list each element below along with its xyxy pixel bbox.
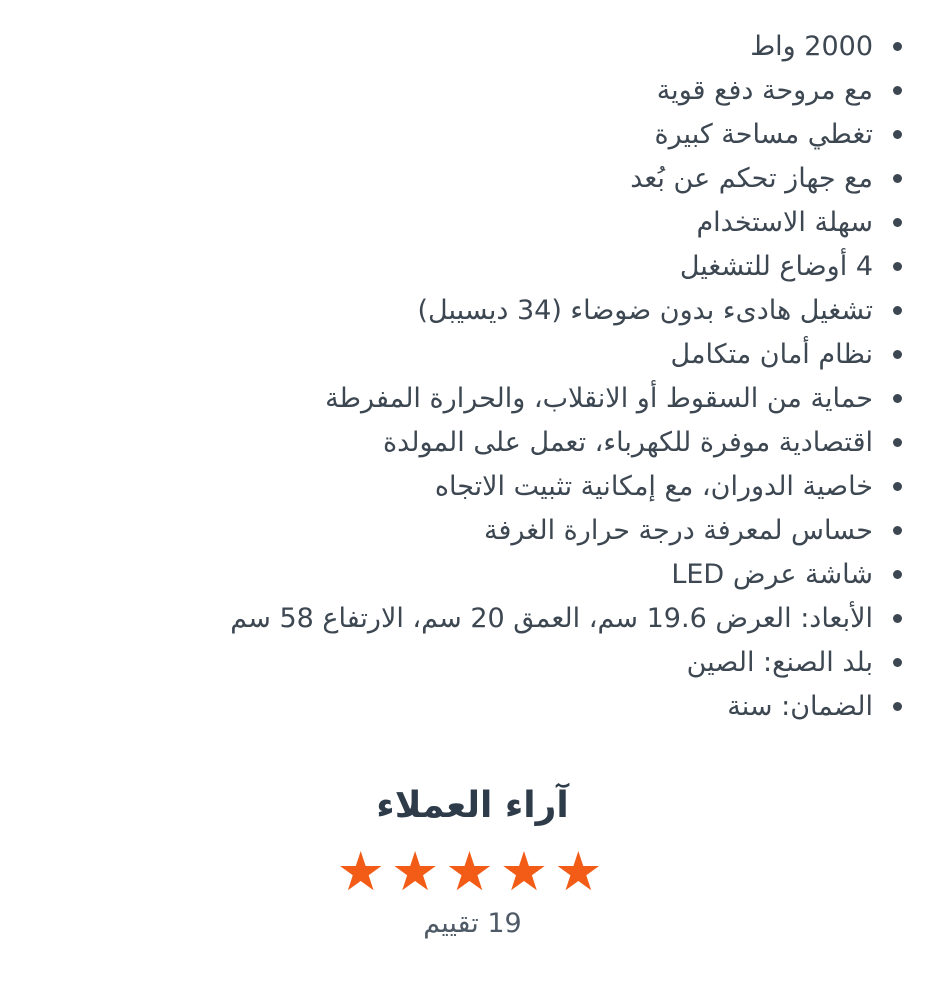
feature-item: الأبعاد: العرض 19.6 سم، العمق 20 سم، الارتفاع 58 سم [40, 597, 905, 641]
feature-item: الضمان: سنة [40, 685, 905, 729]
star-icon: ★ [554, 840, 609, 903]
feature-item: 2000 واط [40, 25, 905, 69]
feature-item: مع مروحة دفع قوية [40, 69, 905, 113]
feature-item: سهلة الاستخدام [40, 201, 905, 245]
features-list [40, 25, 905, 729]
customer-reviews-section [40, 785, 905, 939]
feature-item: 4 أوضاع للتشغيل [40, 245, 905, 289]
rating-stars [40, 842, 905, 902]
star-icon: ★ [390, 840, 446, 903]
customer-reviews-heading: آراء العملاء [376, 785, 569, 826]
feature-item: خاصية الدوران، مع إمكانية تثبيت الاتجاه [40, 465, 905, 509]
feature-item: تغطي مساحة كبيرة [40, 113, 905, 157]
feature-item: نظام أمان متكامل [40, 333, 905, 377]
star-icon: ★ [336, 840, 391, 903]
feature-item: حماية من السقوط أو الانقلاب، والحرارة المفرطة [40, 377, 905, 421]
feature-item: بلد الصنع: الصين [40, 641, 905, 685]
star-icon: ★ [445, 840, 500, 903]
feature-item: مع جهاز تحكم عن بُعد [40, 157, 905, 201]
star-icon: ★ [499, 840, 555, 903]
feature-item: تشغيل هادىء بدون ضوضاء (34 ديسيبل) [40, 289, 905, 333]
feature-item: اقتصادية موفرة للكهرباء، تعمل على المولدة [40, 421, 905, 465]
review-count: 19 تقييم [423, 908, 522, 939]
feature-item: حساس لمعرفة درجة حرارة الغرفة [40, 509, 905, 553]
feature-item: شاشة عرض LED [40, 553, 905, 597]
